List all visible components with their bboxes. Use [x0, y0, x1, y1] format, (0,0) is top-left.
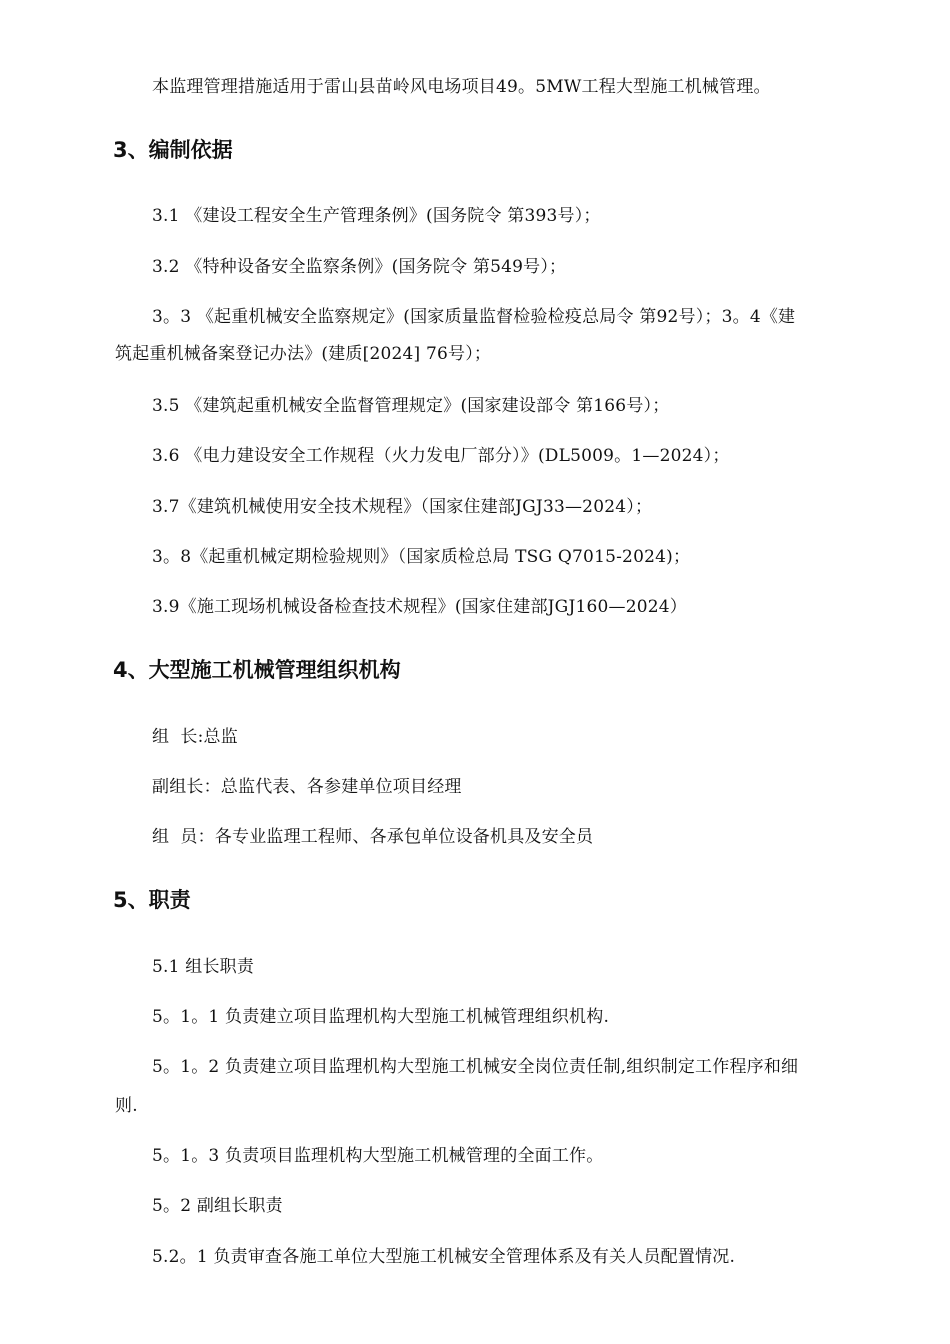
basis-item-3-7: 3.7《建筑机械使用安全技术规程》（国家住建部JGJ33—2024）；	[152, 497, 653, 517]
basis-item-3-2: 3.2 《特种设备安全监察条例》(国务院令 第549号）；	[152, 257, 567, 277]
duty-5-1-2-continuation: 则.	[115, 1096, 138, 1116]
duty-5-1-1: 5。1。1 负责建立项目监理机构大型施工机械管理组织机构.	[152, 1007, 610, 1027]
org-deputy-leader: 副组长：总监代表、各参建单位项目经理	[152, 777, 462, 797]
basis-item-3-3: 3。3 《起重机械安全监察规定》(国家质量监督检验检疫总局令 第92号）；3。4《建	[152, 307, 796, 327]
org-members: 组 员：各专业监理工程师、各承包单位设备机具及安全员	[152, 827, 594, 847]
basis-item-3-4-continuation: 筑起重机械备案登记办法》(建质[2024] 76号）；	[115, 344, 492, 364]
basis-item-3-1: 3.1 《建设工程安全生产管理条例》(国务院令 第393号）；	[152, 206, 601, 226]
org-leader: 组 长:总监	[152, 727, 238, 747]
basis-item-3-8: 3。8《起重机械定期检验规则》（国家质检总局 TSG Q7015-2024)；	[152, 547, 691, 567]
basis-item-3-9: 3.9《施工现场机械设备检查技术规程》(国家住建部JGJ160—2024）	[152, 597, 687, 617]
intro-paragraph: 本监理管理措施适用于雷山县苗岭风电场项目49。5MW工程大型施工机械管理。	[152, 77, 771, 97]
duty-5-1: 5.1 组长职责	[152, 957, 255, 977]
section-3-heading: 3、编制依据	[113, 138, 233, 162]
section-5-heading: 5、职责	[113, 888, 191, 912]
basis-item-3-6: 3.6 《电力建设安全工作规程（火力发电厂部分）》(DL5009。1—2024）；	[152, 446, 730, 466]
basis-item-3-5: 3.5 《建筑起重机械安全监督管理规定》(国家建设部令 第166号）；	[152, 396, 670, 416]
duty-5-1-3: 5。1。3 负责项目监理机构大型施工机械管理的全面工作。	[152, 1146, 604, 1166]
duty-5-1-2: 5。1。2 负责建立项目监理机构大型施工机械安全岗位责任制,组织制定工作程序和细	[152, 1057, 799, 1077]
duty-5-2-1: 5.2。1 负责审查各施工单位大型施工机械安全管理体系及有关人员配置情况.	[152, 1247, 736, 1267]
duty-5-2: 5。2 副组长职责	[152, 1196, 283, 1216]
section-4-heading: 4、大型施工机械管理组织机构	[113, 658, 401, 682]
